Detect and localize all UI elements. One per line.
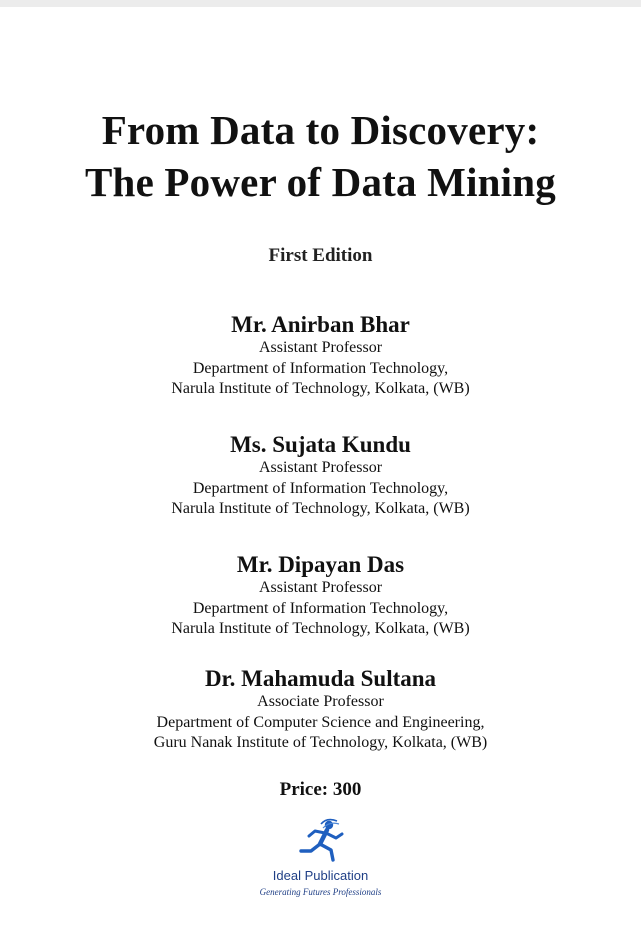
- author-block-1: [0, 312, 641, 400]
- running-figure-logo-icon: [293, 818, 349, 864]
- author-name: Ms. Sujata Kundu: [230, 432, 411, 457]
- author-institute: Narula Institute of Technology, Kolkata, (WB): [171, 500, 470, 517]
- author-designation: Assistant Professor: [258, 339, 383, 356]
- author-name: Mr. Dipayan Das: [236, 552, 405, 577]
- author-name: Dr. Mahamuda Sultana: [204, 666, 437, 691]
- edition-label: First Edition: [268, 245, 373, 266]
- publisher-name: Ideal Publication: [272, 868, 369, 883]
- author-institute: Narula Institute of Technology, Kolkata, (WB): [171, 620, 470, 637]
- price-label: Price: 300: [279, 779, 362, 800]
- author-institute: Guru Nanak Institute of Technology, Kolkata, (WB): [153, 734, 488, 751]
- author-block-2: [0, 432, 641, 520]
- book-title: [0, 104, 641, 208]
- author-designation: Associate Professor: [257, 693, 384, 710]
- author-department: Department of Computer Science and Engineering,: [156, 713, 485, 731]
- top-border-strip: [0, 0, 641, 7]
- author-designation: Assistant Professor: [258, 459, 383, 476]
- publisher-tagline: Generating Futures Professionals: [259, 887, 382, 897]
- author-block-3: [0, 552, 641, 640]
- author-name: Mr. Anirban Bhar: [231, 312, 410, 337]
- author-department: Department of Information Technology,: [192, 359, 449, 377]
- book-title-line-2: The Power of Data Mining: [85, 159, 556, 205]
- author-block-4: [0, 666, 641, 754]
- author-department: Department of Information Technology,: [192, 599, 449, 617]
- author-institute: Narula Institute of Technology, Kolkata, (WB): [171, 380, 470, 397]
- book-title-line-1: From Data to Discovery:: [101, 107, 540, 153]
- author-department: Department of Information Technology,: [192, 479, 449, 497]
- author-designation: Assistant Professor: [258, 579, 383, 596]
